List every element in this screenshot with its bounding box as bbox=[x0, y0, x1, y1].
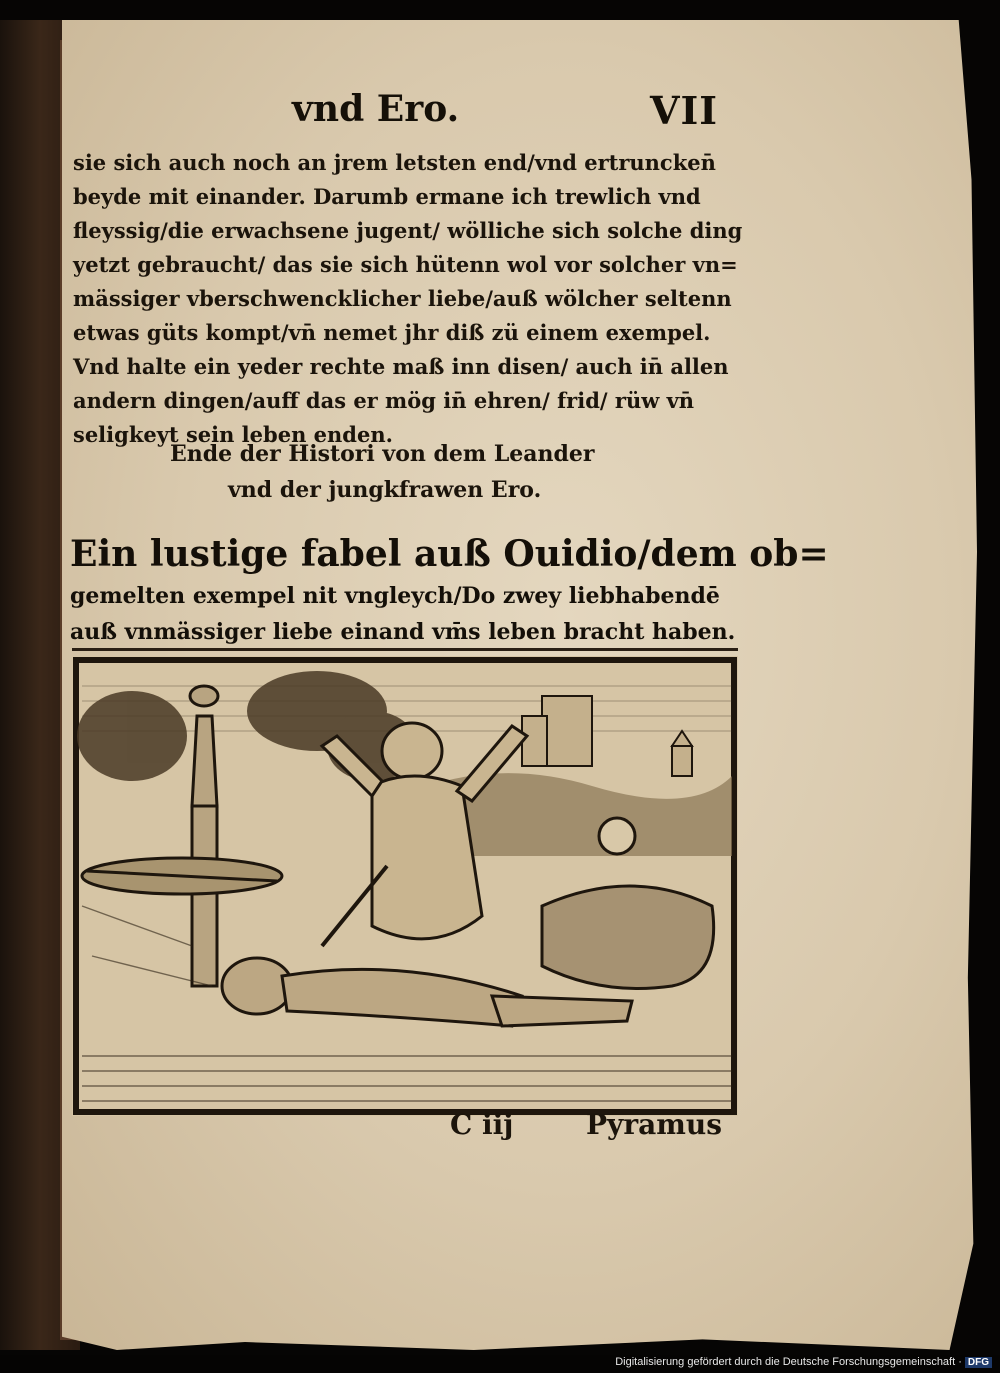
text-line: sie sich auch noch an jrem letsten end/vnd ertruncken̄ bbox=[73, 150, 716, 175]
text-line: mässiger vberschwencklicher liebe/auß wölcher seltenn bbox=[73, 286, 732, 311]
text-line: andern dingen/auff das er mög in̄ ehren/ frid/ rüw vn̄ bbox=[73, 388, 695, 413]
woodcut-illustration bbox=[72, 656, 738, 1116]
text-line: beyde mit einander. Darumb ermane ich trewlich vnd bbox=[73, 184, 701, 209]
signature-mark: C iij bbox=[450, 1108, 514, 1141]
dfg-logo: DFG bbox=[965, 1357, 992, 1368]
heading-line-large: Ein lustige fabel auß Ouidio/dem ob= bbox=[70, 533, 829, 575]
body-text bbox=[73, 146, 743, 452]
text-line: yetzt gebraucht/ das sie sich hütenn wol vor solcher vn= bbox=[73, 252, 738, 277]
folio-number: VII bbox=[650, 88, 719, 133]
running-title: vnd Ero. bbox=[292, 88, 460, 130]
text-line: seligkeyt sein leben enden. bbox=[73, 422, 393, 447]
colophon-line: Ende der Histori von dem Leander bbox=[170, 441, 595, 467]
text-line: etwas güts kompt/vn̄ nemet jhr diß zü einem exempel. bbox=[73, 320, 711, 345]
funding-credit bbox=[615, 1356, 992, 1368]
credit-text: Digitalisierung gefördert durch die Deutsche Forschungsgemeinschaft · bbox=[615, 1356, 962, 1368]
catchword: Pyramus bbox=[586, 1108, 722, 1141]
heading-line: gemelten exempel nit vngleych/Do zwey liebhabendē bbox=[70, 583, 720, 609]
text-line: fleyssig/die erwachsene jugent/ wölliche sich solche ding bbox=[73, 218, 743, 243]
text-line: Vnd halte ein yeder rechte maß inn disen/ auch in̄ allen bbox=[73, 354, 729, 379]
section-heading bbox=[70, 530, 829, 650]
woodcut-top-rule bbox=[72, 648, 738, 651]
heading-line: auß vnmässiger liebe einand vm̄s leben bracht haben. bbox=[70, 619, 736, 645]
colophon-line: vnd der jungkfrawen Ero. bbox=[228, 477, 542, 503]
colophon bbox=[170, 436, 630, 508]
